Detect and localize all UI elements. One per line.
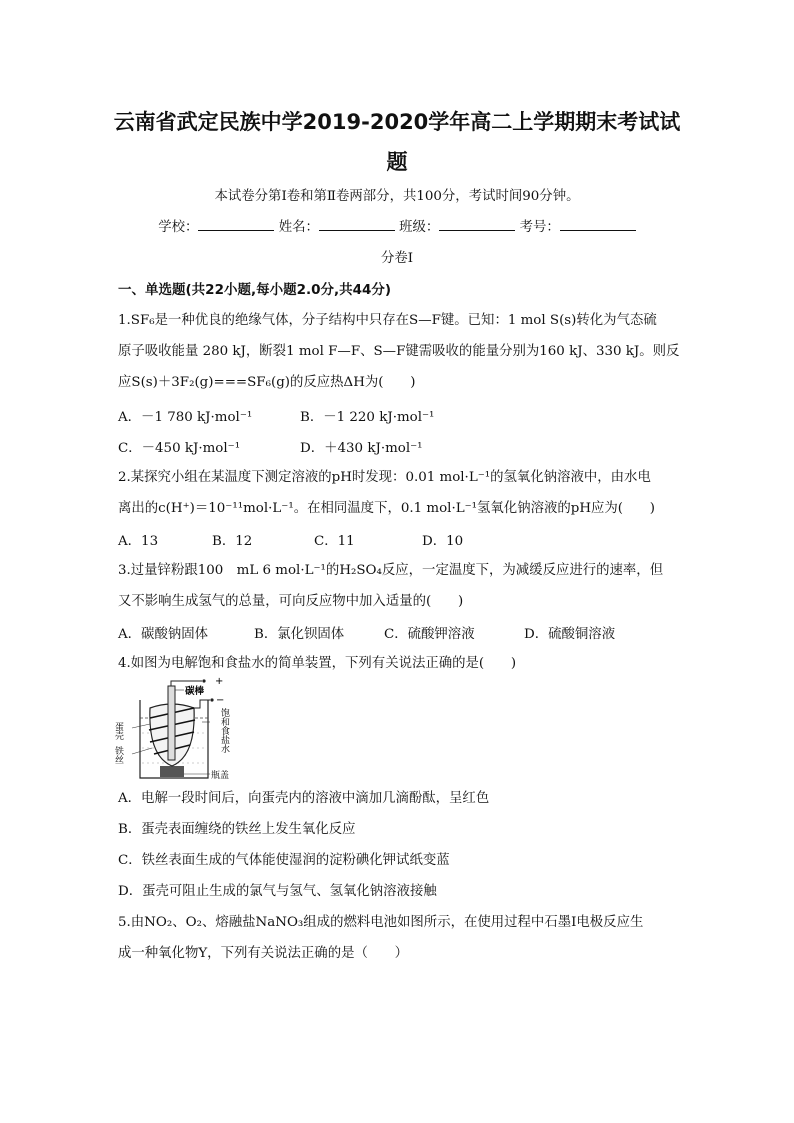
section-heading: 一、单选题(共22小题,每小题2.0分,共44分) (118, 282, 392, 298)
q1-line1: 1.SF₆是一种优良的绝缘气体，分子结构中只存在S—F键。已知：1 mol S(s)转化为气态硫 (118, 313, 657, 328)
saturated-brine-label: 饱和食盐水 (219, 708, 229, 753)
school-blank (198, 218, 274, 231)
class-label: 班级： (399, 220, 440, 235)
q2-option-a: A．13 (118, 534, 159, 549)
q2-option-b: B．12 (212, 534, 253, 549)
eggshell-label: 蛋壳 (113, 722, 123, 740)
q4-option-c: C．铁丝表面生成的气体能使湿润的淀粉碘化钾试纸变蓝 (118, 853, 450, 868)
q1-option-c: C．－450 kJ·mol⁻¹ (118, 441, 241, 456)
q1-option-d: D．＋430 kJ·mol⁻¹ (300, 441, 423, 456)
q3-option-d: D．硫酸铜溶液 (524, 627, 616, 642)
q4-line1: 4.如图为电解饱和食盐水的简单装置，下列有关说法正确的是( ) (118, 656, 517, 671)
student-info-fields (0, 218, 794, 238)
q1-line3: 应S(s)＋3F₂(g)===SF₆(g)的反应热ΔH为( ) (118, 375, 416, 390)
q3-option-a: A．碳酸钠固体 (118, 627, 209, 642)
section-label: 分卷I (380, 251, 414, 266)
q3-option-c: C．硫酸钾溶液 (384, 627, 475, 642)
q2-option-c: C．11 (314, 534, 355, 549)
class-blank (439, 218, 515, 231)
bottle-cap-label: 瓶盖 (211, 771, 230, 781)
iron-wire-label: 铁丝 (113, 746, 123, 764)
q1-line2: 原子吸收能量 280 kJ，断裂1 mol F—F、S—F键需吸收的能量分别为160 kJ、330 kJ。则反 (118, 344, 680, 359)
q3-line1: 3.过量锌粉跟100 mL 6 mol·L⁻¹的H₂SO₄反应，一定温度下，为减缓反应进行的速率，但 (118, 563, 664, 578)
q2-option-d: D．10 (422, 534, 464, 549)
negative-terminal-label: − (216, 695, 225, 706)
q1-option-b: B．－1 220 kJ·mol⁻¹ (300, 410, 435, 425)
electrolysis-diagram (113, 676, 236, 782)
name-label: 姓名： (278, 220, 319, 235)
q2-line1: 2.某探究小组在某温度下测定溶液的pH时发现：0.01 mol·L⁻¹的氢氧化钠溶液中，由水电 (118, 470, 651, 485)
q5-line2: 成一种氧化物Y，下列有关说法正确的是（ ） (118, 946, 409, 961)
electrolysis-apparatus-figure (113, 676, 236, 782)
exam-title-line2: 题 (386, 150, 408, 174)
name-blank (319, 218, 395, 231)
q3-line2: 又不影响生成氢气的总量，可向反应物中加入适量的( ) (118, 594, 464, 609)
exam-title-line1: 云南省武定民族中学2019-2020学年高二上学期期末考试试 (113, 110, 681, 134)
q4-option-d: D．蛋壳可阻止生成的氯气与氢气、氢氧化钠溶液接触 (118, 884, 437, 899)
q3-option-b: B．氯化钡固体 (254, 627, 345, 642)
number-label: 考号： (519, 220, 560, 235)
school-label: 学校： (158, 220, 199, 235)
number-blank (560, 218, 636, 231)
q2-line2: 离出的c(H⁺)＝10⁻¹¹mol·L⁻¹。在相同温度下，0.1 mol·L⁻¹氢氧化钠溶液的pH应为( ) (118, 501, 656, 516)
q5-line1: 5.由NO₂、O₂、熔融盐NaNO₃组成的燃料电池如图所示，在使用过程中石墨Ⅰ电极反应生 (118, 915, 644, 930)
q4-option-a: A．电解一段时间后，向蛋壳内的溶液中滴加几滴酚酞，呈红色 (118, 791, 490, 806)
exam-intro: 本试卷分第Ⅰ卷和第Ⅱ卷两部分，共100分，考试时间90分钟。 (214, 189, 580, 204)
carbon-rod-label: 碳棒 (185, 686, 205, 697)
q1-option-a: A．－1 780 kJ·mol⁻¹ (118, 410, 253, 425)
positive-terminal-label: + (215, 676, 224, 687)
q4-option-b: B．蛋壳表面缠绕的铁丝上发生氧化反应 (118, 822, 356, 837)
